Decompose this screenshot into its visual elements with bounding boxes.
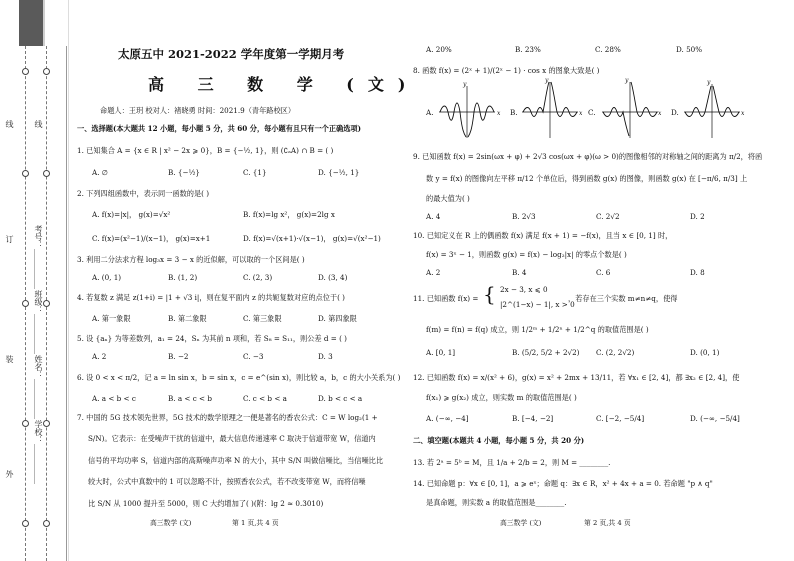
q3-option-c[interactable]: C. (2, 3) bbox=[243, 273, 273, 282]
q8-graph-b bbox=[520, 78, 582, 140]
q14-line: 14. 已知命题 p：∀x ∈ [0, 1]，a ⩾ eˣ；命题 q：∃x ∈ R，x² + 4x + a = 0. 若命题 "p ∧ q" bbox=[413, 479, 713, 488]
q1-option-b[interactable]: B. {−½} bbox=[168, 168, 200, 177]
q5-stem: 5. 设 {aₙ} 为等差数列，a₁ = 24，Sₙ 为其前 n 项和，若 S₈ = S₁₁，则公差 d = ( ) bbox=[77, 334, 347, 343]
q3-option-b[interactable]: B. (1, 2) bbox=[168, 273, 198, 282]
q7-option-b[interactable]: B. 23% bbox=[515, 45, 541, 54]
q8-graph-c bbox=[600, 78, 662, 140]
q12-option-a[interactable]: A. (−∞, −4] bbox=[426, 414, 469, 423]
binding-hole bbox=[22, 300, 29, 307]
binding-hole bbox=[43, 520, 50, 527]
section-fill-heading: 二、填空题(本题共 4 小题，每小题 5 分，共 20 分) bbox=[413, 436, 585, 445]
q4-option-c[interactable]: C. 第三象限 bbox=[243, 314, 282, 323]
binding-hole bbox=[43, 420, 50, 427]
q10-option-c[interactable]: C. 6 bbox=[596, 268, 611, 277]
q11-brace: { bbox=[483, 282, 496, 306]
q3-option-d[interactable]: D. (3, 4) bbox=[318, 273, 348, 282]
q2-stem: 2. 下列四组函数中，表示同一函数的是( ) bbox=[77, 189, 210, 198]
q7-line: 比 S/N 从 1000 提升至 5000，则 C 大约增加了( )(附：lg 2 ≈ 0.3010) bbox=[88, 499, 324, 508]
q12-option-d[interactable]: D. (−∞, −5/4] bbox=[690, 414, 740, 423]
binding-tab bbox=[19, 0, 43, 46]
binding-hole bbox=[43, 68, 50, 75]
q11-case-2: |2^(1−x) − 1|, x > 0 bbox=[500, 300, 575, 309]
q9-line: 9. 已知函数 f(x) = 2sin(ωx + φ) + 2√3 cos(ωx + φ)(ω > 0)的图像相邻的对称轴之间的距离为 π/2，将函 bbox=[413, 152, 763, 161]
q10-option-b[interactable]: B. 4 bbox=[512, 268, 527, 277]
q3-option-a[interactable]: A. (0, 1) bbox=[92, 273, 122, 282]
q2-option-a[interactable]: A. f(x)=|x|， g(x)=√x² bbox=[92, 210, 171, 219]
q11-case-1: 2x − 3, x ⩽ 0 bbox=[500, 285, 548, 294]
exam-meta: 命题人：王玥 校对人：褚晓勇 时间：2021.9（青年路校区） bbox=[100, 106, 296, 115]
q12-option-c[interactable]: C. [−2, −5/4] bbox=[596, 414, 645, 423]
q2-option-c[interactable]: C. f(x)=(x²−1)/(x−1)， g(x)=x+1 bbox=[92, 234, 211, 243]
q7-line: S/N)。它表示：在受噪声干扰的信道中，最大信息传递速率 C 取决于信道带宽 W，信道内 bbox=[88, 434, 376, 443]
binding-hole bbox=[22, 520, 29, 527]
strip-label-line-inner: 线 bbox=[34, 120, 43, 128]
q8d-x-label: x bbox=[741, 110, 745, 117]
strip-label-outer: 外 bbox=[5, 470, 14, 478]
q11-tail: ，若存在三个实数 m≠n≠q，使得 bbox=[568, 294, 678, 303]
q6-option-d[interactable]: D. b < c < a bbox=[318, 394, 363, 403]
binding-hole bbox=[22, 420, 29, 427]
q5-option-b[interactable]: B. −2 bbox=[168, 352, 189, 361]
name-field[interactable]: 姓名：__________ bbox=[34, 355, 43, 419]
q6-option-c[interactable]: C. c < b < a bbox=[243, 394, 287, 403]
binding-hole bbox=[43, 300, 50, 307]
q1-option-a[interactable]: A. ∅ bbox=[92, 168, 109, 177]
q8-option-d[interactable]: D. bbox=[671, 108, 679, 117]
binding-strip bbox=[0, 0, 68, 561]
q8-stem: 8. 函数 f(x) = (2ˣ + 1)/(2ˣ − 1) · cos x 的图象大致是( ) bbox=[413, 66, 600, 75]
q9-line: 的最大值为( ) bbox=[426, 194, 470, 203]
q7-option-c[interactable]: C. 28% bbox=[595, 45, 621, 54]
q6-option-a[interactable]: A. a < b < c bbox=[92, 394, 136, 403]
q11-option-a[interactable]: A. [0, 1] bbox=[426, 348, 456, 357]
strip-label-order: 订 bbox=[5, 235, 14, 243]
q7-option-a[interactable]: A. 20% bbox=[426, 45, 452, 54]
q8b-y-label: y bbox=[545, 77, 549, 84]
q10-option-a[interactable]: A. 2 bbox=[426, 268, 441, 277]
q7-line: 较大时，公式中真数中的 1 可以忽略不计，按照香农公式，若不改变带宽 W，而将信噪 bbox=[88, 477, 366, 486]
q12-line: f(x₁) ⩾ g(x₂) 成立，则实数 m 的取值范围是( ) bbox=[426, 393, 577, 402]
q9-option-d[interactable]: D. 2 bbox=[690, 212, 705, 221]
exam-subtitle: 高 三 数 学 (文) bbox=[148, 75, 420, 94]
q10-option-d[interactable]: D. 8 bbox=[690, 268, 705, 277]
q8-option-c[interactable]: C. bbox=[588, 108, 596, 117]
q1-stem: 1. 已知集合 A = {x ∈ R | x² − 2x ⩾ 0}，B = {−½, 1}，则 (∁ₐA) ∩ B = ( ) bbox=[77, 146, 334, 155]
q8d-y-label: y bbox=[707, 79, 711, 86]
strip-label-line: 线 bbox=[5, 120, 14, 128]
binding-tab-edge bbox=[43, 0, 45, 46]
strip-label-bind: 装 bbox=[5, 355, 14, 363]
binding-hole bbox=[43, 170, 50, 177]
q11-option-b[interactable]: B. (5/2, 5/2 + 2√2) bbox=[512, 348, 580, 357]
q5-option-c[interactable]: C. −3 bbox=[243, 352, 264, 361]
q9-option-b[interactable]: B. 2√3 bbox=[512, 212, 536, 221]
q8a-x-label: x bbox=[497, 110, 501, 117]
margin-line bbox=[66, 46, 67, 561]
q12-line: 12. 已知函数 f(x) = x/(x² + 6)，g(x) = x² + 2mx + 13/11，若 ∀x₁ ∈ [2, 4]，都 ∃x₂ ∈ [2, 4]，使 bbox=[413, 373, 740, 382]
q10-line: 10. 已知定义在 R 上的偶函数 f(x) 满足 f(x + 1) = −f(x)，且当 x ∈ [0, 1] 时， bbox=[413, 231, 673, 240]
q4-option-a[interactable]: A. 第一象限 bbox=[92, 314, 131, 323]
q8-option-a[interactable]: A. bbox=[426, 108, 434, 117]
q8-graph-d bbox=[682, 80, 744, 140]
q3-stem: 3. 利用二分法求方程 log₃x = 3 − x 的近似解，可以取的一个区间是( ) bbox=[77, 255, 305, 264]
q4-option-d[interactable]: D. 第四象限 bbox=[318, 314, 357, 323]
footer-page-right: 第 2 页,共 4 页 bbox=[584, 519, 631, 527]
q1-option-c[interactable]: C. {1} bbox=[243, 168, 267, 177]
q11-option-c[interactable]: C. (2, 2√2) bbox=[596, 348, 635, 357]
curve-right bbox=[468, 103, 494, 137]
q10-line: f(x) = 3ˣ − 1，则函数 g(x) = f(x) − log₂|x| 的零点个数是( ) bbox=[426, 250, 627, 259]
q7-line: 信号的平均功率 S，信道内部的高斯噪声功率 N 的大小，其中 S/N 叫做信噪比，当信噪比比 bbox=[88, 456, 384, 465]
q8c-y-label: y bbox=[625, 77, 629, 84]
q8c-x-label: x bbox=[658, 110, 662, 117]
q6-option-b[interactable]: B. a < c < b bbox=[168, 394, 212, 403]
footer-subject-left: 高三数学 (文) bbox=[150, 519, 192, 527]
q12-option-b[interactable]: B. [−4, −2] bbox=[512, 414, 554, 423]
q9-line: 数 y = f(x) 的图像向左平移 π/12 个单位后，得到函数 g(x) 的图像，则函数 g(x) 在 [−π/6, π/3] 上 bbox=[426, 174, 748, 183]
footer-page-left: 第 1 页,共 4 页 bbox=[232, 519, 279, 527]
q8-option-b[interactable]: B. bbox=[510, 108, 518, 117]
class-field[interactable]: 班级：__________ bbox=[34, 290, 43, 354]
q11-option-d[interactable]: D. (0, 1) bbox=[690, 348, 720, 357]
q14-line: 是真命题，则实数 a 的取值范围是________. bbox=[426, 498, 567, 507]
school-field[interactable]: 学校：__________ bbox=[34, 420, 43, 484]
q7-line: 7. 中国的 5G 技术领先世界，5G 技术的数学原理之一便是著名的香农公式：C = W log₂(1 + bbox=[77, 413, 378, 422]
q7-option-d[interactable]: D. 50% bbox=[676, 45, 703, 54]
q8b-x-label: x bbox=[579, 110, 583, 117]
binding-hole bbox=[22, 170, 29, 177]
q6-stem: 6. 设 0 < x < π/2，记 a = ln sin x，b = sin x，c = e^(sin x)，则比较 a，b，c 的大小关系为( ) bbox=[77, 373, 401, 382]
exam-title: 太原五中 2021-2022 学年度第一学期月考 bbox=[118, 47, 345, 61]
q8-graph-a bbox=[437, 82, 499, 140]
exam-number-field[interactable]: 考号：__________ bbox=[34, 225, 43, 289]
q5-option-a[interactable]: A. 2 bbox=[92, 352, 107, 361]
q2-option-d[interactable]: D. f(x)=√(x+1)·√(x−1)， g(x)=√(x²−1) bbox=[243, 234, 381, 243]
curve-left bbox=[440, 103, 466, 137]
q4-stem: 4. 若复数 z 满足 z(1+i) = |1 + √3 i|，则在复平面内 z 的共轭复数对应的点位于( ) bbox=[77, 293, 345, 302]
q9-option-c[interactable]: C. 2√2 bbox=[596, 212, 620, 221]
q11-intro: 11. 已知函数 f(x) = bbox=[413, 294, 479, 303]
q8a-y-label: y bbox=[463, 81, 467, 88]
section-choice-heading: 一、选择题(本大题共 12 小题，每小题 5 分，共 60 分，每小题有且只有一个正确选项) bbox=[77, 124, 362, 133]
q11-line2: f(m) = f(n) = f(q) 成立，则 1/2ᵐ + 1/2ⁿ + 1/2^q 的取值范围是( ) bbox=[426, 325, 649, 334]
q5-option-d[interactable]: D. 3 bbox=[318, 352, 333, 361]
q13-stem: 13. 若 2ᵃ = 5ᵇ = M，且 1/a + 2/b = 2，则 M = ________. bbox=[413, 458, 611, 467]
q2-option-b[interactable]: B. f(x)=lg x²， g(x)=2lg x bbox=[243, 210, 335, 219]
q4-option-b[interactable]: B. 第二象限 bbox=[168, 314, 207, 323]
footer-subject-right: 高三数学 (文) bbox=[500, 519, 542, 527]
q1-option-d[interactable]: D. {−½, 1} bbox=[318, 168, 360, 177]
q9-option-a[interactable]: A. 4 bbox=[426, 212, 441, 221]
binding-hole bbox=[22, 68, 29, 75]
